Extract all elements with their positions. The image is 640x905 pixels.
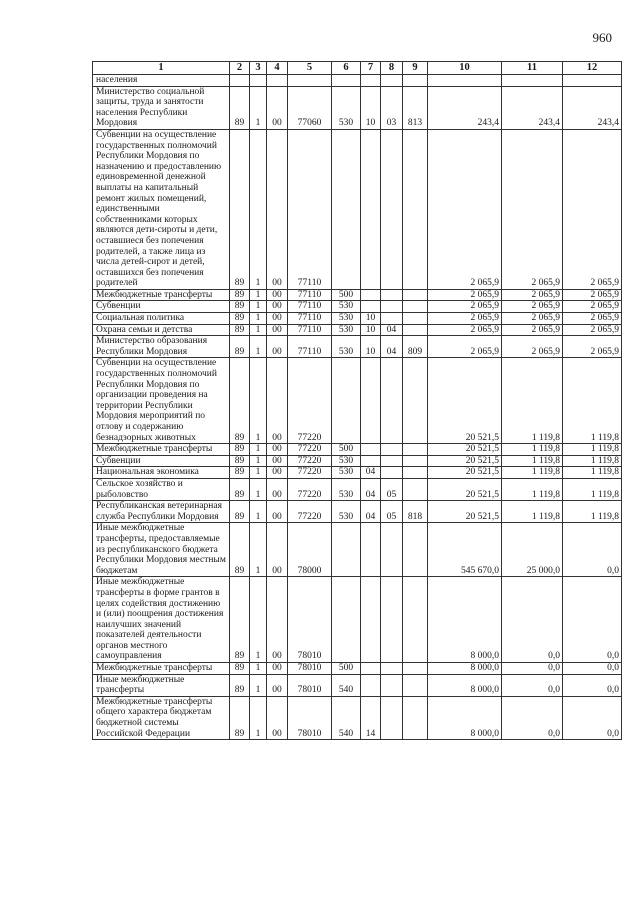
row-value-cell: [381, 455, 403, 467]
row-value-cell: [361, 455, 381, 467]
row-value-cell: 2 065,9: [563, 324, 622, 336]
row-value-cell: 03: [381, 86, 403, 129]
column-header: 8: [381, 62, 403, 75]
row-value-cell: 04: [361, 478, 381, 500]
row-value-cell: 530: [332, 313, 361, 325]
row-value-cell: 00: [267, 455, 288, 467]
row-value-cell: [403, 523, 428, 577]
row-value-cell: 00: [267, 478, 288, 500]
row-value-cell: [381, 444, 403, 456]
row-value-cell: 530: [332, 336, 361, 358]
row-value-cell: 00: [267, 501, 288, 523]
row-value-cell: 0,0: [563, 523, 622, 577]
row-name-cell: Иные межбюджетные трансферты в форме грантов в целях содействия достижению и (или) поощрения достижения наилучших значений показателей деятельности органов местного самоуправления: [93, 577, 230, 663]
row-value-cell: [361, 577, 381, 663]
row-value-cell: 1 119,8: [563, 455, 622, 467]
row-value-cell: 89: [230, 523, 250, 577]
table-row: [93, 501, 622, 523]
row-value-cell: 1: [250, 674, 267, 696]
row-value-cell: [428, 75, 502, 87]
row-value-cell: 540: [332, 696, 361, 739]
row-value-cell: 1: [250, 455, 267, 467]
row-value-cell: 00: [267, 577, 288, 663]
row-value-cell: 77110: [288, 129, 332, 289]
row-value-cell: 1 119,8: [502, 358, 563, 444]
row-name-cell: Республиканская ветеринарная служба Республики Мордовия: [93, 501, 230, 523]
row-value-cell: [502, 75, 563, 87]
row-value-cell: 530: [332, 467, 361, 479]
row-value-cell: 00: [267, 289, 288, 301]
row-value-cell: 77220: [288, 467, 332, 479]
row-value-cell: 00: [267, 523, 288, 577]
table-row: [93, 455, 622, 467]
column-header: 11: [502, 62, 563, 75]
row-value-cell: 10: [361, 324, 381, 336]
row-value-cell: 1 119,8: [502, 478, 563, 500]
column-header: 7: [361, 62, 381, 75]
row-value-cell: [403, 324, 428, 336]
row-value-cell: 1 119,8: [502, 455, 563, 467]
row-value-cell: [361, 674, 381, 696]
row-value-cell: 1 119,8: [563, 358, 622, 444]
row-value-cell: [403, 301, 428, 313]
row-value-cell: 2 065,9: [428, 336, 502, 358]
row-value-cell: [361, 663, 381, 675]
row-value-cell: 77110: [288, 301, 332, 313]
row-value-cell: 00: [267, 663, 288, 675]
page-number: 960: [592, 30, 612, 45]
row-value-cell: [381, 467, 403, 479]
row-value-cell: 530: [332, 455, 361, 467]
row-value-cell: [381, 129, 403, 289]
row-value-cell: 00: [267, 358, 288, 444]
row-value-cell: 25 000,0: [502, 523, 563, 577]
row-value-cell: 89: [230, 663, 250, 675]
table-row: [93, 336, 622, 358]
table-row: [93, 663, 622, 675]
column-header: 1: [93, 62, 230, 75]
row-value-cell: 2 065,9: [502, 336, 563, 358]
row-value-cell: 89: [230, 501, 250, 523]
row-value-cell: [381, 663, 403, 675]
row-value-cell: [403, 696, 428, 739]
row-value-cell: 530: [332, 478, 361, 500]
row-value-cell: 2 065,9: [563, 313, 622, 325]
row-value-cell: [403, 444, 428, 456]
row-value-cell: 2 065,9: [563, 336, 622, 358]
row-value-cell: 1 119,8: [563, 501, 622, 523]
row-value-cell: 2 065,9: [563, 289, 622, 301]
row-value-cell: [381, 289, 403, 301]
row-value-cell: 2 065,9: [428, 129, 502, 289]
table-row: [93, 301, 622, 313]
row-value-cell: [361, 75, 381, 87]
row-value-cell: 77220: [288, 478, 332, 500]
row-value-cell: 1: [250, 313, 267, 325]
row-value-cell: 1: [250, 663, 267, 675]
row-value-cell: [381, 75, 403, 87]
row-value-cell: 1: [250, 358, 267, 444]
row-value-cell: 0,0: [502, 577, 563, 663]
row-value-cell: [288, 75, 332, 87]
row-value-cell: 20 521,5: [428, 478, 502, 500]
row-value-cell: 78010: [288, 577, 332, 663]
row-value-cell: 78010: [288, 674, 332, 696]
row-value-cell: [403, 674, 428, 696]
row-value-cell: 8 000,0: [428, 663, 502, 675]
row-value-cell: 2 065,9: [502, 324, 563, 336]
row-value-cell: 500: [332, 289, 361, 301]
row-value-cell: 8 000,0: [428, 577, 502, 663]
row-value-cell: 00: [267, 301, 288, 313]
row-value-cell: 89: [230, 86, 250, 129]
row-value-cell: 89: [230, 696, 250, 739]
row-name-cell: Межбюджетные трансферты: [93, 663, 230, 675]
row-name-cell: Межбюджетные трансферты общего характера бюджетам бюджетной системы Российской Федерации: [93, 696, 230, 739]
row-value-cell: 04: [361, 501, 381, 523]
row-value-cell: 00: [267, 696, 288, 739]
table-row: [93, 467, 622, 479]
row-value-cell: 2 065,9: [502, 289, 563, 301]
row-name-cell: Сельское хозяйство и рыболовство: [93, 478, 230, 500]
table-row: [93, 313, 622, 325]
row-value-cell: 20 521,5: [428, 444, 502, 456]
row-value-cell: 89: [230, 455, 250, 467]
row-value-cell: 04: [381, 336, 403, 358]
row-value-cell: 04: [361, 467, 381, 479]
row-value-cell: 77110: [288, 289, 332, 301]
row-value-cell: 04: [381, 324, 403, 336]
row-value-cell: 2 065,9: [428, 324, 502, 336]
table-row: [93, 444, 622, 456]
table-row: [93, 696, 622, 739]
row-value-cell: [381, 523, 403, 577]
row-value-cell: 0,0: [502, 663, 563, 675]
row-value-cell: 500: [332, 663, 361, 675]
row-name-cell: Межбюджетные трансферты: [93, 444, 230, 456]
row-value-cell: 1: [250, 501, 267, 523]
column-header: 5: [288, 62, 332, 75]
row-value-cell: 00: [267, 444, 288, 456]
row-value-cell: [332, 577, 361, 663]
row-value-cell: 89: [230, 467, 250, 479]
row-value-cell: 1: [250, 289, 267, 301]
row-value-cell: 1: [250, 696, 267, 739]
row-value-cell: 2 065,9: [563, 301, 622, 313]
table-row: [93, 86, 622, 129]
row-value-cell: 77220: [288, 358, 332, 444]
row-name-cell: Межбюджетные трансферты: [93, 289, 230, 301]
row-value-cell: 1: [250, 301, 267, 313]
row-name-cell: Социальная политика: [93, 313, 230, 325]
row-value-cell: 1: [250, 523, 267, 577]
row-value-cell: 2 065,9: [428, 289, 502, 301]
table-row: [93, 523, 622, 577]
row-value-cell: 530: [332, 86, 361, 129]
row-name-cell: Субвенции: [93, 455, 230, 467]
row-value-cell: 1 119,8: [502, 444, 563, 456]
row-value-cell: 89: [230, 313, 250, 325]
row-value-cell: [381, 696, 403, 739]
row-value-cell: [403, 663, 428, 675]
row-value-cell: 89: [230, 324, 250, 336]
row-value-cell: [403, 455, 428, 467]
row-value-cell: 20 521,5: [428, 358, 502, 444]
row-value-cell: 0,0: [563, 696, 622, 739]
row-value-cell: [361, 523, 381, 577]
row-value-cell: 8 000,0: [428, 696, 502, 739]
row-value-cell: 77060: [288, 86, 332, 129]
row-name-cell: Субвенции на осуществление государственных полномочий Республики Мордовия по организации проведения на территории Республики Мордовия мероприятий по отлову и содержанию безнадзорных животных: [93, 358, 230, 444]
row-value-cell: 0,0: [563, 663, 622, 675]
row-value-cell: 77220: [288, 444, 332, 456]
row-value-cell: [361, 129, 381, 289]
row-value-cell: [361, 301, 381, 313]
row-value-cell: [361, 289, 381, 301]
row-name-cell: Иные межбюджетные трансферты, предоставляемые из республиканского бюджета Республики Мордовия местным бюджетам: [93, 523, 230, 577]
row-name-cell: Субвенции на осуществление государственных полномочий Республики Мордовия по назначению и предоставлению единовременной денежной выплаты на капитальный ремонт жилых помещений, единственными собственниками которых являются дети-сироты и дети, оставшиеся без попечения родителей, а также лица из числа детей-сирот и детей, оставшихся без попечения родителей: [93, 129, 230, 289]
row-value-cell: 10: [361, 86, 381, 129]
row-value-cell: [332, 75, 361, 87]
header-row: [93, 62, 622, 75]
row-value-cell: 540: [332, 674, 361, 696]
row-value-cell: 1: [250, 129, 267, 289]
row-value-cell: 530: [332, 324, 361, 336]
row-value-cell: 00: [267, 467, 288, 479]
row-name-cell: Министерство образования Республики Мордовия: [93, 336, 230, 358]
row-value-cell: 1 119,8: [563, 478, 622, 500]
row-value-cell: 2 065,9: [428, 313, 502, 325]
row-value-cell: 10: [361, 336, 381, 358]
row-name-cell: населения: [93, 75, 230, 87]
row-value-cell: 0,0: [563, 577, 622, 663]
row-value-cell: 1: [250, 86, 267, 129]
row-value-cell: 78010: [288, 696, 332, 739]
row-value-cell: 77220: [288, 455, 332, 467]
row-value-cell: 05: [381, 501, 403, 523]
row-value-cell: 00: [267, 86, 288, 129]
row-value-cell: 8 000,0: [428, 674, 502, 696]
row-value-cell: 813: [403, 86, 428, 129]
row-value-cell: 1 119,8: [563, 444, 622, 456]
table-row: [93, 478, 622, 500]
row-value-cell: 530: [332, 301, 361, 313]
row-name-cell: Иные межбюджетные трансферты: [93, 674, 230, 696]
row-name-cell: Субвенции: [93, 301, 230, 313]
row-value-cell: 1: [250, 444, 267, 456]
row-value-cell: 2 065,9: [502, 301, 563, 313]
column-header: 10: [428, 62, 502, 75]
table-row: [93, 75, 622, 87]
column-header: 9: [403, 62, 428, 75]
row-value-cell: [332, 358, 361, 444]
row-value-cell: [403, 289, 428, 301]
row-value-cell: 00: [267, 674, 288, 696]
row-value-cell: 2 065,9: [502, 129, 563, 289]
row-value-cell: 1: [250, 478, 267, 500]
row-value-cell: 1: [250, 324, 267, 336]
row-value-cell: [381, 301, 403, 313]
row-value-cell: 10: [361, 313, 381, 325]
row-value-cell: 78010: [288, 663, 332, 675]
row-value-cell: 243,4: [502, 86, 563, 129]
column-header: 6: [332, 62, 361, 75]
row-value-cell: [381, 674, 403, 696]
row-value-cell: 0,0: [563, 674, 622, 696]
row-value-cell: 89: [230, 478, 250, 500]
row-name-cell: Национальная экономика: [93, 467, 230, 479]
row-value-cell: 00: [267, 336, 288, 358]
row-value-cell: 1: [250, 577, 267, 663]
row-value-cell: 1 119,8: [563, 467, 622, 479]
row-name-cell: Охрана семьи и детства: [93, 324, 230, 336]
row-value-cell: 89: [230, 129, 250, 289]
row-value-cell: [332, 129, 361, 289]
row-value-cell: 500: [332, 444, 361, 456]
row-value-cell: 1 119,8: [502, 467, 563, 479]
row-value-cell: 1: [250, 336, 267, 358]
row-value-cell: 20 521,5: [428, 455, 502, 467]
row-value-cell: 89: [230, 289, 250, 301]
row-value-cell: [403, 478, 428, 500]
row-value-cell: [403, 75, 428, 87]
row-name-cell: Министерство социальной защиты, труда и занятости населения Республики Мордовия: [93, 86, 230, 129]
row-value-cell: [381, 313, 403, 325]
row-value-cell: 1: [250, 467, 267, 479]
column-header: 12: [563, 62, 622, 75]
table-row: [93, 289, 622, 301]
row-value-cell: 00: [267, 313, 288, 325]
row-value-cell: 243,4: [428, 86, 502, 129]
row-value-cell: [361, 444, 381, 456]
row-value-cell: 89: [230, 674, 250, 696]
column-header: 4: [267, 62, 288, 75]
row-value-cell: 530: [332, 501, 361, 523]
row-value-cell: 89: [230, 577, 250, 663]
column-header: 2: [230, 62, 250, 75]
row-value-cell: 00: [267, 324, 288, 336]
row-value-cell: [230, 75, 250, 87]
row-value-cell: 89: [230, 358, 250, 444]
row-value-cell: [381, 577, 403, 663]
row-value-cell: 89: [230, 444, 250, 456]
row-value-cell: 545 670,0: [428, 523, 502, 577]
row-value-cell: 818: [403, 501, 428, 523]
row-value-cell: [250, 75, 267, 87]
table-row: [93, 358, 622, 444]
row-value-cell: [563, 75, 622, 87]
row-value-cell: [403, 129, 428, 289]
row-value-cell: 77220: [288, 501, 332, 523]
row-value-cell: 1 119,8: [502, 501, 563, 523]
row-value-cell: 2 065,9: [428, 301, 502, 313]
row-value-cell: 89: [230, 336, 250, 358]
table-row: [93, 324, 622, 336]
column-header: 3: [250, 62, 267, 75]
row-value-cell: 77110: [288, 313, 332, 325]
table-row: [93, 577, 622, 663]
row-value-cell: 05: [381, 478, 403, 500]
table-row: [93, 674, 622, 696]
row-value-cell: 77110: [288, 336, 332, 358]
table-row: [93, 129, 622, 289]
row-value-cell: [332, 523, 361, 577]
row-value-cell: [403, 467, 428, 479]
row-value-cell: 243,4: [563, 86, 622, 129]
row-value-cell: 20 521,5: [428, 501, 502, 523]
row-value-cell: 0,0: [502, 696, 563, 739]
row-value-cell: 14: [361, 696, 381, 739]
row-value-cell: 0,0: [502, 674, 563, 696]
row-value-cell: 2 065,9: [563, 129, 622, 289]
row-value-cell: [403, 313, 428, 325]
row-value-cell: [361, 358, 381, 444]
row-value-cell: 78000: [288, 523, 332, 577]
row-value-cell: 20 521,5: [428, 467, 502, 479]
row-value-cell: 77110: [288, 324, 332, 336]
row-value-cell: 00: [267, 129, 288, 289]
row-value-cell: [403, 577, 428, 663]
budget-table: [92, 61, 622, 740]
row-value-cell: [267, 75, 288, 87]
row-value-cell: 809: [403, 336, 428, 358]
row-value-cell: [403, 358, 428, 444]
row-value-cell: 89: [230, 301, 250, 313]
row-value-cell: [381, 358, 403, 444]
row-value-cell: 2 065,9: [502, 313, 563, 325]
